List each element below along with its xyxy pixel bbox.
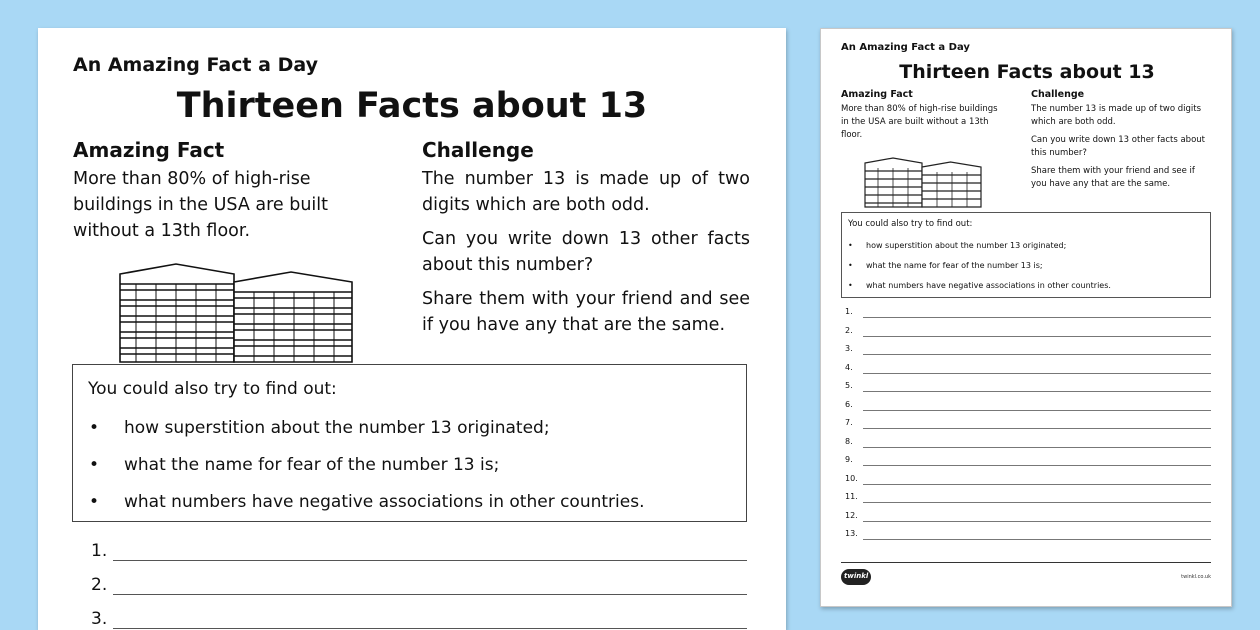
worksheet-page-thumbnail [820,28,1232,607]
find-out-box [841,212,1211,298]
series-label: An Amazing Fact a Day [841,42,970,53]
answer-line [845,307,853,316]
worksheet-page-large [38,28,786,630]
line-number: 5. [845,381,853,390]
line-number: 2. [91,575,108,595]
line-number: 3. [91,609,108,629]
line-number: 1. [91,541,108,561]
list-item: • what the name for fear of the number 13 is; [87,455,644,492]
line-number: 1. [845,307,853,316]
challenge-heading: Challenge [1031,89,1085,100]
answer-line [845,344,853,353]
line-number: 4. [845,362,853,372]
line-number: 10. [845,473,858,483]
amazing-fact-text: More than 80% of high-rise buildings in the USA are built without a 13th floor. [73,169,328,241]
list-item: • what numbers have negative associations in other countries. [848,281,1111,301]
line-number: 8. [845,436,853,446]
answer-line [845,326,853,335]
challenge-paragraph: The number 13 is made up of two digits which are both odd. [1031,104,1202,127]
find-out-list [87,418,644,529]
page-title: Thirteen Facts about 13 [899,61,1155,83]
answer-line [845,529,858,538]
line-number: 9. [845,455,853,464]
answer-line [845,400,853,409]
amazing-fact-heading: Amazing Fact [73,138,225,162]
challenge-text [422,166,750,346]
find-out-lead: You could also try to find out: [848,219,973,229]
list-item: • what the name for fear of the number 13 is; [848,261,1111,281]
challenge-text [1031,103,1213,196]
challenge-paragraph: The number 13 is made up of two digits which are both odd. [422,169,750,215]
list-item: • how superstition about the number 13 originated; [848,241,1111,261]
answer-line [845,418,853,427]
answer-line [845,381,853,390]
line-number: 3. [845,344,853,353]
answer-line [91,575,107,595]
challenge-paragraph: Share them with your friend and see if you have any that are the same. [1031,166,1195,189]
footer-divider [841,562,1211,563]
buildings-illustration [863,155,1003,209]
line-number: 6. [845,399,853,409]
answer-line [845,511,858,520]
challenge-heading: Challenge [422,138,534,162]
amazing-fact-heading: Amazing Fact [841,89,913,100]
find-out-list [848,241,1111,301]
find-out-lead: You could also try to find out: [88,379,337,399]
line-number: 2. [845,325,853,335]
line-number: 7. [845,418,853,427]
footer-url: twinkl.co.uk [1181,574,1211,580]
buildings-illustration [116,260,396,364]
line-number: 11. [845,492,858,501]
challenge-paragraph: Share them with your friend and see if you have any that are the same. [422,289,750,335]
answer-line [845,455,853,464]
answer-line [845,474,858,483]
find-out-box [72,364,747,522]
amazing-fact-text: More than 80% of high-rise buildings in the USA are built without a 13th floor. [841,104,998,140]
page-title: Thirteen Facts about 13 [176,86,648,126]
series-label: An Amazing Fact a Day [73,54,318,76]
answer-line [91,609,107,629]
twinkl-logo [841,569,871,585]
answer-line [845,437,853,446]
answer-line [845,363,853,372]
list-item: • what numbers have negative associations in other countries. [87,492,644,529]
challenge-paragraph: Can you write down 13 other facts about this number? [1031,135,1205,158]
logo-text: twinkl [844,572,869,580]
line-number: 12. [845,510,858,520]
challenge-paragraph: Can you write down 13 other facts about this number? [422,229,750,275]
answer-line [91,541,107,561]
line-number: 13. [845,529,858,538]
list-item: • how superstition about the number 13 originated; [87,418,644,455]
answer-line [845,492,858,501]
